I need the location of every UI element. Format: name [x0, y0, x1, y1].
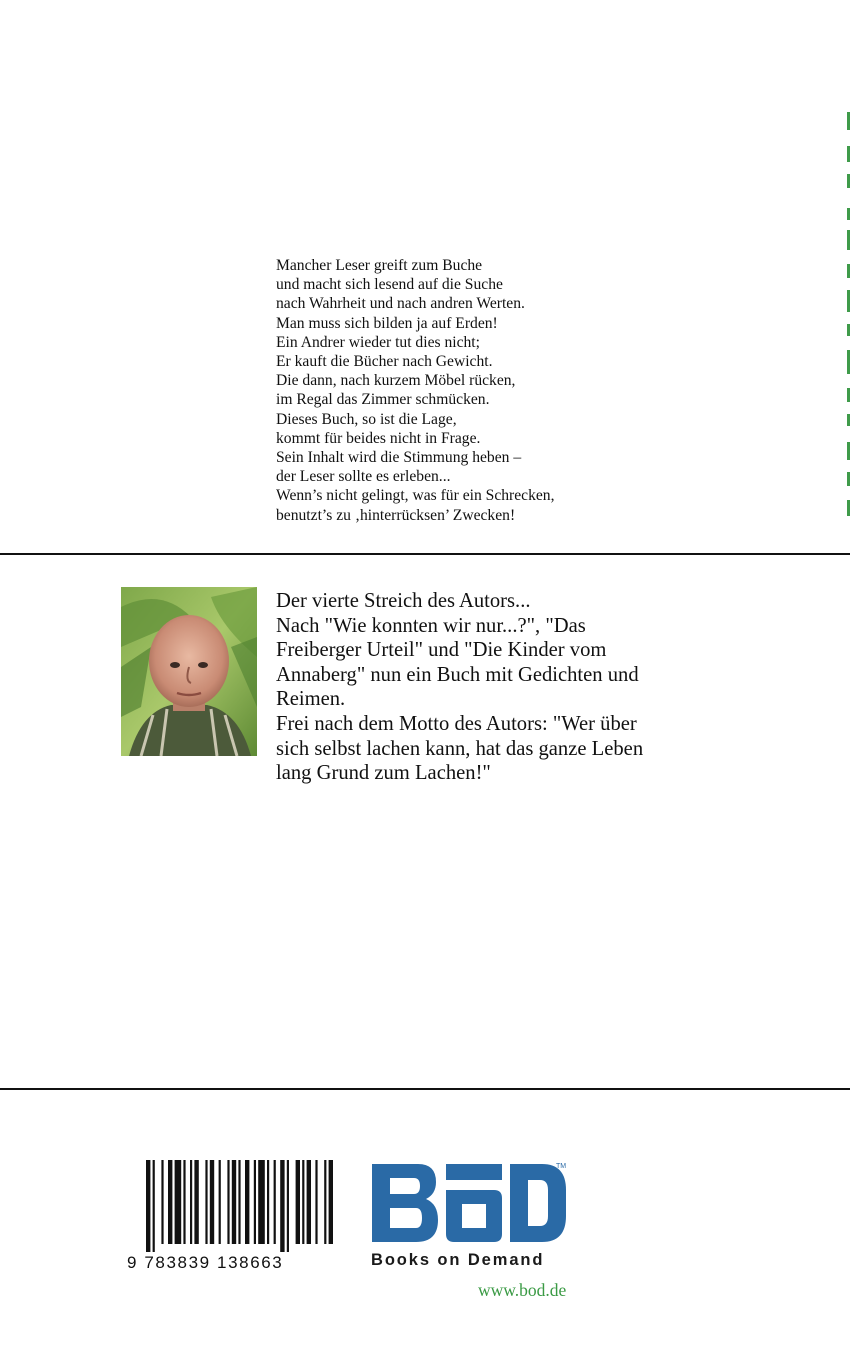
barcode-bar [274, 1160, 276, 1244]
poem-line: im Regal das Zimmer schmücken. [276, 391, 490, 409]
barcode-bar [194, 1160, 198, 1244]
bod-tagline: Books on Demand [371, 1251, 545, 1269]
barcode-bar [232, 1160, 236, 1244]
poem-line: Wenn’s nicht gelingt, was für ein Schrecken, [276, 487, 555, 505]
bio-line: lang Grund zum Lachen!" [276, 762, 491, 785]
poem-line: nach Wahrheit und nach andren Werten. [276, 295, 525, 313]
barcode-bar [254, 1160, 256, 1244]
isbn-number: 9 783839 138663 [127, 1253, 284, 1272]
barcode-bar [296, 1160, 300, 1244]
poem-line: Dieses Buch, so ist die Lage, [276, 410, 457, 428]
barcode-bar [287, 1160, 289, 1252]
barcode-bar [315, 1160, 317, 1244]
barcode-bar [258, 1160, 265, 1244]
barcode-bar [307, 1160, 311, 1244]
barcode-bar [146, 1160, 150, 1252]
divider-bottom [0, 1088, 850, 1090]
barcode-bar [205, 1160, 207, 1244]
bio-line: Annaberg" nun ein Buch mit Gedichten und [276, 663, 639, 686]
poem-line: kommt für beides nicht in Frage. [276, 429, 481, 447]
barcode-bar [219, 1160, 221, 1244]
poem [276, 256, 636, 525]
poem-line: und macht sich lesend auf die Suche [276, 276, 503, 294]
barcode-bar [161, 1160, 163, 1244]
barcode-bar [324, 1160, 326, 1244]
barcode-bar [175, 1160, 182, 1244]
bio-line: Der vierte Streich des Autors... [276, 590, 531, 612]
trademark-mark: TM [556, 1163, 567, 1170]
poem-line: Sein Inhalt wird die Stimmung heben – [276, 449, 522, 467]
poem-line: benutzt’s zu ‚hinterrücksen’ Zwecken! [276, 506, 516, 524]
barcode-bar [190, 1160, 192, 1244]
barcode-bar [302, 1160, 304, 1244]
bio-line: sich selbst lachen kann, hat das ganze Leben [276, 737, 644, 760]
barcode-bar [329, 1160, 333, 1244]
poem-line: Die dann, nach kurzem Möbel rücken, [276, 372, 516, 390]
barcode-bar [183, 1160, 185, 1244]
barcode-bar [280, 1160, 284, 1252]
bod-logo [370, 1160, 575, 1250]
spine-edge-marks [846, 112, 850, 517]
bio-line: Freiberger Urteil" und "Die Kinder vom [276, 639, 607, 662]
poem-line: Er kauft die Bücher nach Gewicht. [276, 353, 493, 371]
publisher-url[interactable]: www.bod.de [478, 1280, 567, 1300]
divider-top [0, 553, 850, 555]
barcode-bar [153, 1160, 155, 1252]
bio-line: Reimen. [276, 688, 346, 711]
barcode-bar [210, 1160, 214, 1244]
poem-line: Mancher Leser greift zum Buche [276, 257, 483, 274]
barcode-bar [267, 1160, 269, 1244]
barcode-bar [168, 1160, 172, 1244]
bio-line: Frei nach dem Motto des Autors: "Wer über [276, 712, 637, 735]
barcode-bar [238, 1160, 240, 1244]
poem-line: Ein Andrer wieder tut dies nicht; [276, 333, 480, 351]
poem-line: Man muss sich bilden ja auf Erden! [276, 314, 498, 332]
author-bio [276, 589, 696, 786]
barcode-bar [245, 1160, 249, 1244]
poem-line: der Leser sollte es erleben... [276, 468, 451, 486]
author-photo [121, 587, 257, 756]
barcode-bar [227, 1160, 229, 1244]
bio-line: Nach "Wie konnten wir nur...?", "Das [276, 614, 586, 637]
